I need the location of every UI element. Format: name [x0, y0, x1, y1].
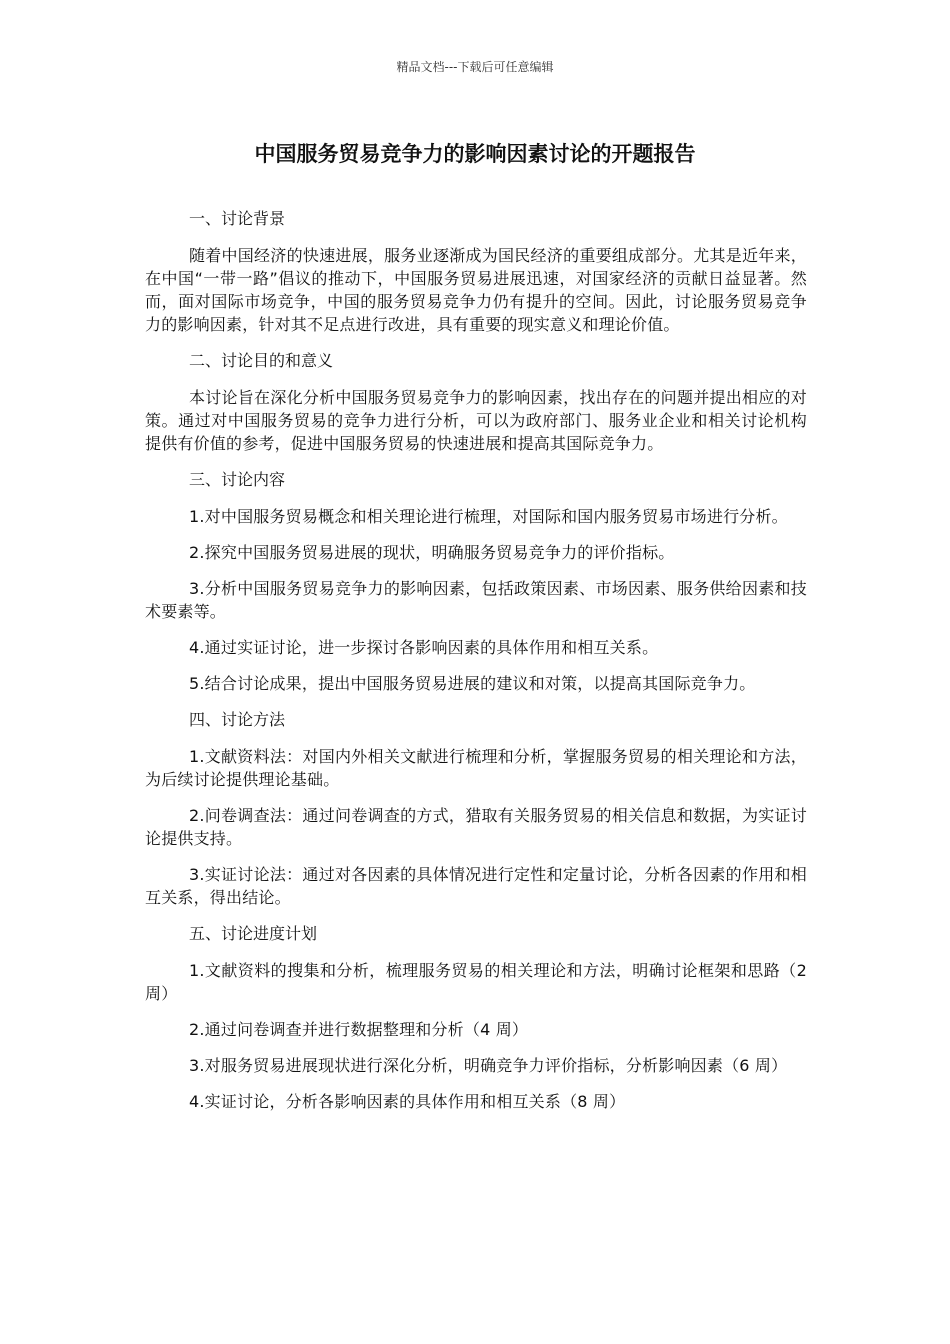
paragraph: 随着中国经济的快速进展，服务业逐渐成为国民经济的重要组成部分。尤其是近年来，在中国“一带一路”倡议的推动下，中国服务贸易进展迅速，对国家经济的贡献日益显著。然而，面对国际市场竞争，中国的服务贸易竞争力仍有提升的空间。因此，讨论服务贸易竞争力的影响因素，针对其不足点进行改进，具有重要的现实意义和理论价值。 — [145, 246, 807, 334]
section-heading-content: 三、讨论内容 — [189, 470, 286, 489]
document-title: 中国服务贸易竞争力的影响因素讨论的开题报告 — [254, 142, 696, 166]
list-item: 3.分析中国服务贸易竞争力的影响因素，包括政策因素、市场因素、服务供给因素和技术要素等。 — [145, 579, 807, 621]
list-item: 1.对中国服务贸易概念和相关理论进行梳理，对国际和国内服务贸易市场进行分析。 — [189, 507, 788, 526]
list-item: 1.文献资料的搜集和分析，梳理服务贸易的相关理论和方法，明确讨论框架和思路（2 周） — [145, 961, 807, 1003]
document-body — [145, 207, 807, 1126]
list-item: 4.实证讨论，分析各影响因素的具体作用和相互关系（8 周） — [189, 1092, 626, 1111]
list-item: 3.实证讨论法：通过对各因素的具体情况进行定性和定量讨论，分析各因素的作用和相互关系，得出结论。 — [145, 865, 807, 907]
section-heading-background: 一、讨论背景 — [189, 209, 286, 228]
list-item: 2.问卷调查法：通过问卷调查的方式，猎取有关服务贸易的相关信息和数据，为实证讨论提供支持。 — [145, 806, 807, 848]
list-item: 1.文献资料法：对国内外相关文献进行梳理和分析，掌握服务贸易的相关理论和方法，为后续讨论提供理论基础。 — [145, 747, 807, 789]
list-item: 2.通过问卷调查并进行数据整理和分析（4 周） — [189, 1020, 529, 1039]
list-item: 2.探究中国服务贸易进展的现状，明确服务贸易竞争力的评价指标。 — [189, 543, 675, 562]
list-item: 3.对服务贸易进展现状进行深化分析，明确竞争力评价指标，分析影响因素（6 周） — [189, 1056, 788, 1075]
list-item: 4.通过实证讨论，进一步探讨各影响因素的具体作用和相互关系。 — [189, 638, 659, 657]
paragraph: 本讨论旨在深化分析中国服务贸易竞争力的影响因素，找出存在的问题并提出相应的对策。通过对中国服务贸易的竞争力进行分析，可以为政府部门、服务业企业和相关讨论机构提供有价值的参考，促进中国服务贸易的快速进展和提高其国际竞争力。 — [145, 388, 807, 453]
section-heading-schedule: 五、讨论进度计划 — [189, 924, 318, 943]
header-note: 精品文档---下载后可任意编辑 — [396, 60, 554, 74]
list-item: 5.结合讨论成果，提出中国服务贸易进展的建议和对策，以提高其国际竞争力。 — [189, 674, 756, 693]
section-heading-purpose: 二、讨论目的和意义 — [189, 351, 334, 370]
section-heading-methods: 四、讨论方法 — [189, 710, 286, 729]
